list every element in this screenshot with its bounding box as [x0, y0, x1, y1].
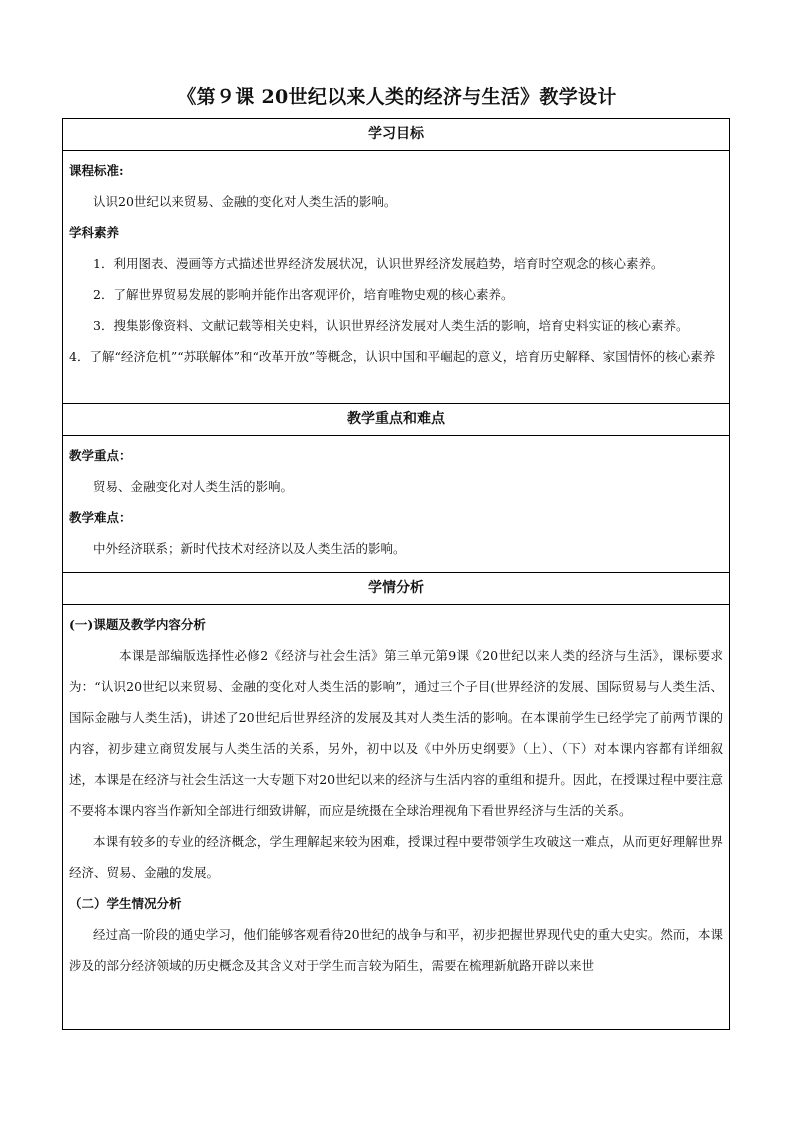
sub2-paragraph-1: 经过高一阶段的通史学习，他们能够客观看待20世纪的战争与和平，初步把握世界现代史的重大史实。然而，本课涉及的部分经济领域的历史概念及其含义对于学生而言较为陌生，需要在梳理新航路开辟以来世: [69, 927, 723, 973]
section-header-key-points: 教学重点和难点: [63, 404, 729, 436]
objective-item-4: 4．了解“经济危机”“苏联解体”和“改革开放”等概念，认识中国和平崛起的意义，培育历史解释、家国情怀的核心素养: [69, 349, 716, 364]
sub1-label: (一)课题及教学内容分析: [69, 617, 206, 632]
sub1-paragraph-2: 本课有较多的专业的经济概念，学生理解起来较为困难，授课过程中要带领学生攻破这一难点，从而更好理解世界经济、贸易、金融的发展。: [69, 834, 723, 880]
difficult-label: 教学难点：: [69, 510, 132, 525]
curriculum-label: 课程标准:: [69, 163, 124, 178]
objective-item-3: 3．搜集影像资料、文献记载等相关史料，认识世界经济发展对人类生活的影响，培育史料实证的核心素养。: [93, 318, 689, 333]
objective-item-1: 1．利用图表、漫画等方式描述世界经济发展状况，认识世界经济发展趋势，培育时空观念的核心素养。: [93, 256, 664, 271]
key-text: 贸易、金融变化对人类生活的影响。: [93, 479, 294, 494]
key-label: 教学重点：: [69, 448, 132, 463]
section-header-analysis: 学情分析: [63, 573, 729, 605]
document-title: 《第９课 20世纪以来人类的经济与生活》教学设计: [177, 86, 617, 108]
curriculum-text: 认识20世纪以来贸易、金融的变化对人类生活的影响。: [93, 194, 397, 209]
section-header-objectives: 学习目标: [63, 119, 729, 151]
objectives-cell: [63, 151, 729, 404]
sub1-paragraph-1: 本课是部编版选择性必修2《经济与社会生活》第三单元第9课《20世纪以来人类的经济与生活》，课标要求为：“认识20世纪以来贸易、金融的变化对人类生活的影响”，通过三个子目(世界经济的发展、国际贸易与人类生活、国际金融与人类生活)，讲述了20世纪后世界经济的发展及其对人类生活的影响。在本课前学生已经学完了前两节课的内容，初步建立商贸发展与人类生活的关系，另外，初中以及《中外历史纲要》（上）、（下）对本课内容都有详细叙述，本课是在经济与社会生活这一大专题下对20世纪以来的经济与生活内容的重组和提升。因此，在授课过程中要注意不要将本课内容当作新知全部进行细致讲解，而应是统摄在全球治理视角下看世界经济与生活的关系。: [69, 648, 723, 818]
objective-item-2: 2．了解世界贸易发展的影响并能作出客观评价，培育唯物史观的核心素养。: [93, 287, 514, 302]
lesson-plan-table: [62, 118, 730, 1030]
literacy-label: 学科素养: [69, 225, 120, 240]
sub2-label: （二）学生情况分析: [69, 896, 182, 911]
difficult-text: 中外经济联系；新时代技术对经济以及人类生活的影响。: [93, 541, 406, 556]
analysis-cell: [63, 605, 729, 985]
key-points-cell: [63, 436, 729, 573]
